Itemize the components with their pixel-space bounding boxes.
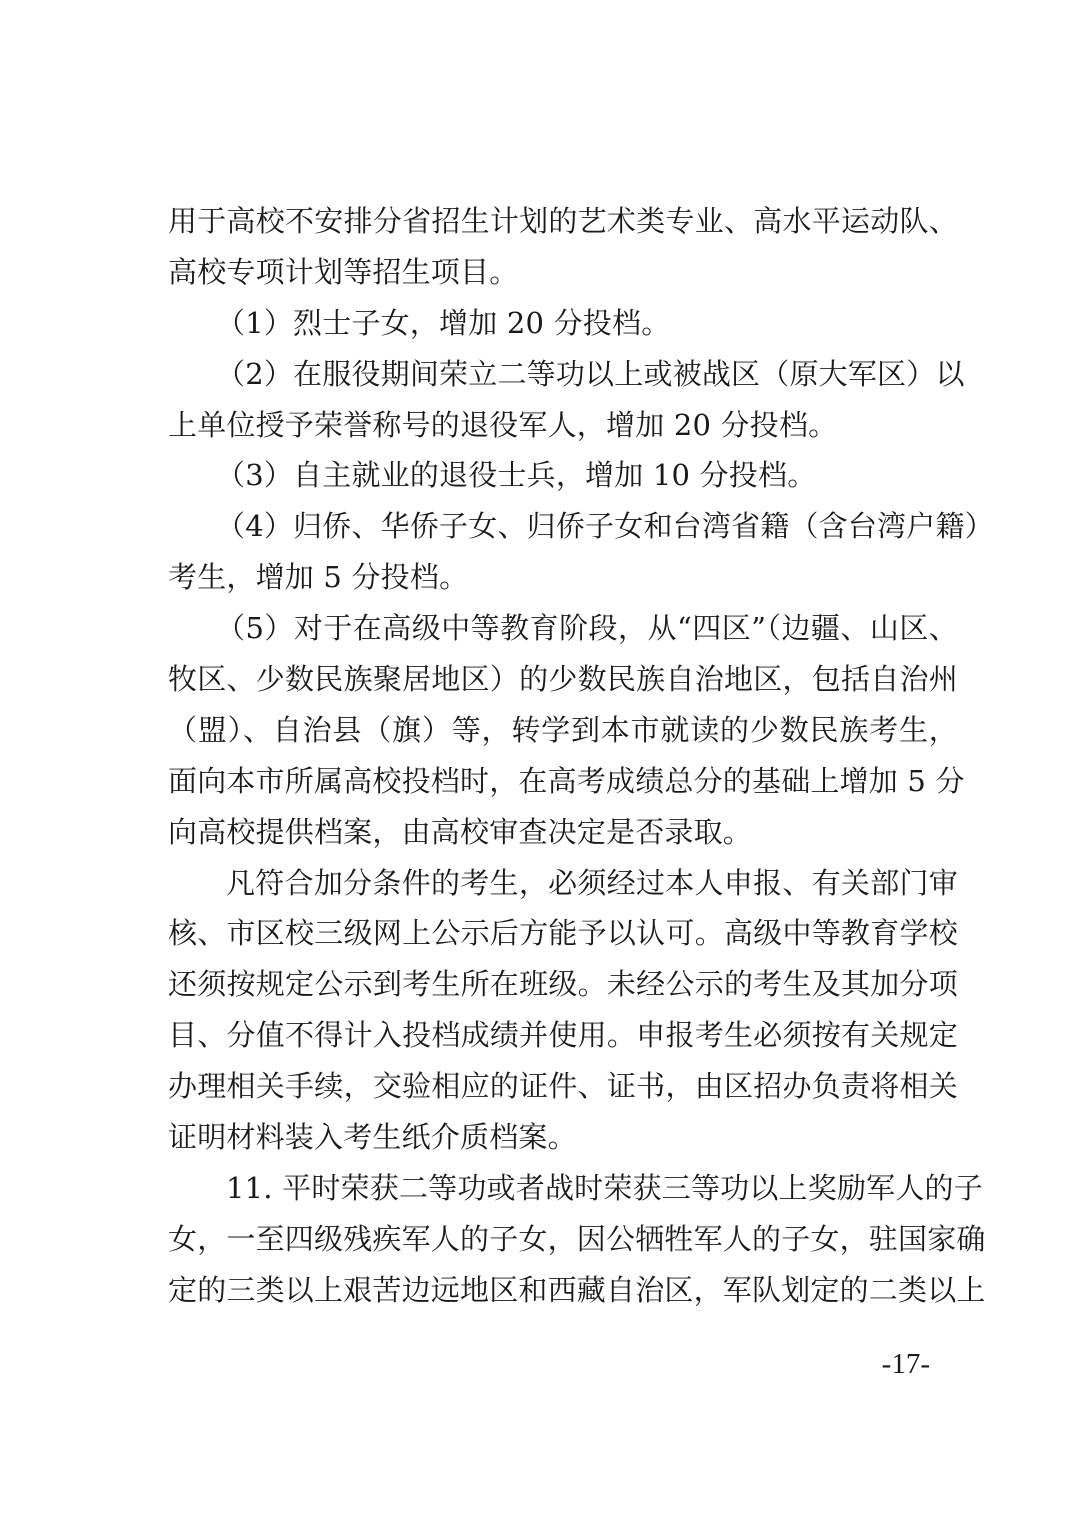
text-line: 面向本市所属高校投档时，在高考成绩总分的基础上增加 5 分 <box>168 763 965 798</box>
text-line: （4）归侨、华侨子女、归侨子女和台湾省籍（含台湾户籍） <box>216 509 994 544</box>
text-line: （2）在服役期间荣立二等功以上或被战区（原大军区）以 <box>216 356 965 391</box>
text-line: 11. 平时荣获二等功或者战时荣获三等功以上奖励军人的子 <box>226 1170 983 1205</box>
text-line: 用于高校不安排分省招生计划的艺术类专业、高水平运动队、 <box>168 204 958 238</box>
body-text <box>168 196 994 1316</box>
text-line: （5）对于在高级中等教育阶段，从“四区”（边疆、山区、 <box>216 611 958 646</box>
text-line: 还须按规定公示到考生所在班级。未经公示的考生及其加分项 <box>168 967 958 1002</box>
text-line: 上单位授予荣誉称号的退役军人，增加 20 分投档。 <box>168 407 838 442</box>
text-line: （1）烈士子女，增加 20 分投档。 <box>216 305 671 340</box>
text-line: 证明材料装入考生纸介质档案。 <box>168 1120 577 1155</box>
text-line: 女，一至四级残疾军人的子女，因公牺牲军人的子女，驻国家确 <box>168 1221 986 1256</box>
text-line: （盟）、自治县（旗）等，转学到本市就读的少数民族考生， <box>168 712 958 747</box>
page-number: -17- <box>881 1348 930 1380</box>
text-line: 考生，增加 5 分投档。 <box>168 560 469 595</box>
text-line: 向高校提供档案，由高校审查决定是否录取。 <box>168 814 753 849</box>
text-line: 核、市区校三级网上公示后方能予以认可。高级中等教育学校 <box>168 916 958 951</box>
text-line: 凡符合加分条件的考生，必须经过本人申报、有关部门审 <box>226 865 958 900</box>
text-line: 定的三类以上艰苦边远地区和西藏自治区，军队划定的二类以上 <box>168 1272 986 1307</box>
text-line: 办理相关手续，交验相应的证件、证书，由区招办负责将相关 <box>168 1069 958 1104</box>
text-line: 牧区、少数民族聚居地区）的少数民族自治地区，包括自治州 <box>168 662 958 697</box>
text-line: 高校专项计划等招生项目。 <box>168 254 519 289</box>
text-line: （3）自主就业的退役士兵，增加 10 分投档。 <box>216 458 817 493</box>
text-line: 目、分值不得计入投档成绩并使用。申报考生必须按有关规定 <box>168 1018 958 1053</box>
